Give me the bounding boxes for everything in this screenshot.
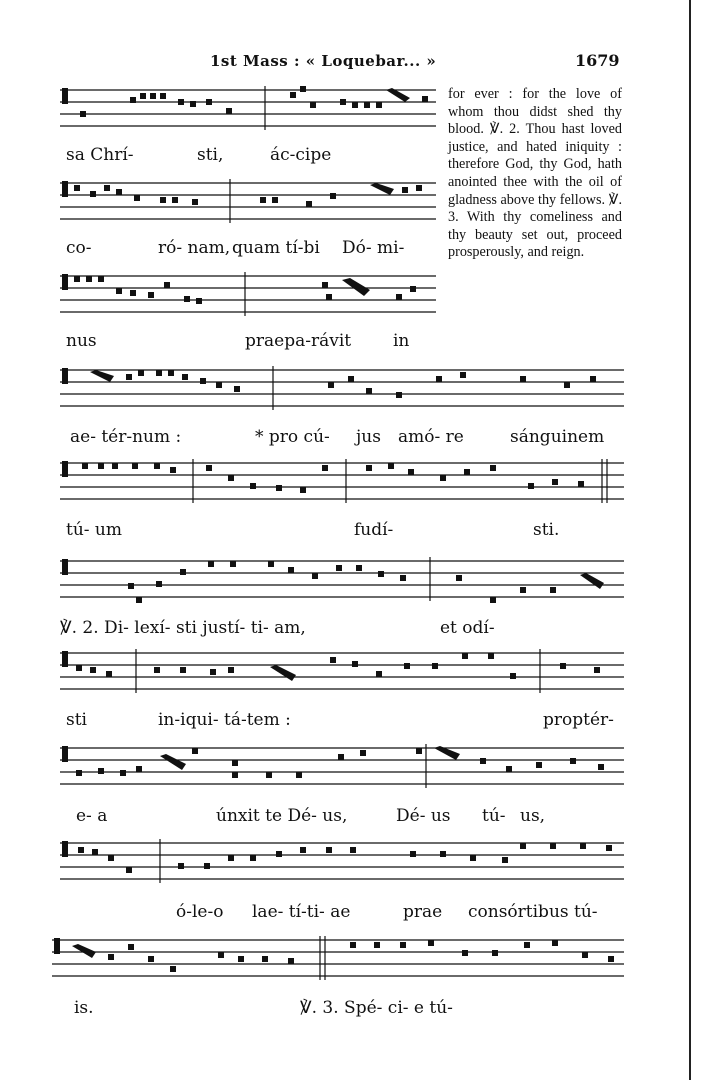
lyrics-line-5a: tú- um — [66, 520, 122, 540]
lyrics-line-2c: quam tí-bi — [232, 238, 320, 258]
lyrics-line-9c: prae — [403, 902, 443, 922]
lyrics-line-2d: Dó- mi- — [342, 238, 405, 258]
lyrics-line-3b: praepa-rávit — [245, 331, 352, 351]
lyrics-line-1b: sti, — [197, 145, 224, 165]
right-margin-rule — [689, 0, 691, 1080]
page-number: 1679 — [575, 51, 620, 70]
lyrics-line-4e: sánguinem — [510, 427, 605, 447]
lyrics-line-8a: e- a — [76, 806, 108, 826]
lyrics-line-8c: Dé- us — [396, 806, 451, 826]
lyrics-line-7b: in-iqui- tá-tem : — [158, 710, 291, 730]
staff-5 — [60, 455, 628, 513]
lyrics-line-8e: us, — [520, 806, 546, 826]
lyrics-line-10b: ℣. 3. Spé- ci- e tú- — [300, 998, 453, 1018]
lyrics-line-7a: sti — [66, 710, 87, 730]
lyrics-line-6a: ℣. 2. Di- lexí- sti justí- ti- am, — [60, 618, 306, 638]
lyrics-line-1c: ác-cipe — [270, 145, 332, 165]
lyrics-line-7c: proptér- — [543, 710, 614, 730]
lyrics-line-4a: ae- tér-num : — [70, 427, 182, 447]
staff-8 — [60, 740, 628, 798]
running-title: 1st Mass : « Loquebar... » — [210, 52, 437, 70]
staff-4 — [60, 362, 628, 420]
lyrics-line-4b: * pro cú- — [255, 427, 330, 447]
lyrics-line-4c: jus — [356, 427, 381, 447]
lyrics-line-9b: lae- tí-ti- ae — [252, 902, 351, 922]
lyrics-line-3c: in — [393, 331, 410, 351]
lyrics-line-2b: ró- nam, — [158, 238, 231, 258]
staff-7 — [60, 645, 628, 703]
lyrics-line-3a: nus — [66, 331, 97, 351]
lyrics-line-6b: et odí- — [440, 618, 495, 638]
staff-3 — [60, 268, 440, 326]
lyrics-line-2a: co- — [66, 238, 92, 258]
lyrics-line-8d: tú- — [482, 806, 506, 826]
lyrics-line-4d: amó- re — [398, 427, 464, 447]
lyrics-line-5b: fudí- — [354, 520, 394, 540]
lyrics-line-8b: únxit te Dé- us, — [216, 806, 348, 826]
staff-10 — [52, 932, 628, 990]
english-translation: for ever : for the love of whom thou didst shed thy blood. ℣. 2. Thou hast loved justice, and hated iniquity : therefore God, thy God, hath anointed thee with the oil of gladness above thy fellows. ℣. 3. With thy comeliness and thy beauty set out, proceed prosperously, and reign. — [448, 86, 622, 261]
staff-9 — [60, 835, 628, 893]
lyrics-line-9d: consórtibus tú- — [468, 902, 598, 922]
lyrics-line-1a: sa Chrí- — [66, 145, 134, 165]
staff-2 — [60, 175, 440, 233]
staff-6 — [60, 553, 628, 611]
lyrics-line-5c: sti. — [533, 520, 560, 540]
lyrics-line-9a: ó-le-o — [176, 902, 224, 922]
lyrics-line-10a: is. — [74, 998, 94, 1018]
staff-1 — [60, 82, 440, 140]
